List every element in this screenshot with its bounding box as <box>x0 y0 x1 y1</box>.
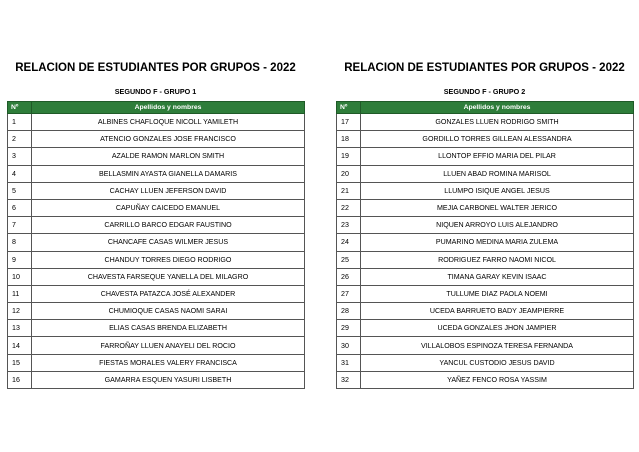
row-number: 30 <box>337 337 361 354</box>
table-row <box>337 320 634 337</box>
group-2-table <box>336 101 634 389</box>
row-number: 17 <box>337 114 361 131</box>
row-number: 11 <box>8 285 32 302</box>
table-row <box>337 234 634 251</box>
row-number: 2 <box>8 131 32 148</box>
table-row <box>8 114 305 131</box>
row-number: 24 <box>337 234 361 251</box>
row-number: 9 <box>8 251 32 268</box>
student-name: LLONTOP EFFIO MARIA DEL PILAR <box>361 148 634 165</box>
table-row <box>8 131 305 148</box>
row-number: 13 <box>8 320 32 337</box>
student-name: NIQUEN ARROYO LUIS ALEJANDRO <box>361 217 634 234</box>
student-name: AZALDE RAMON MARLON SMITH <box>32 148 305 165</box>
table-row <box>337 148 634 165</box>
student-name: CARRILLO BARCO EDGAR FAUSTINO <box>32 217 305 234</box>
table-row <box>337 114 634 131</box>
table-row <box>8 148 305 165</box>
header-name: Apellidos y nombres <box>32 102 305 114</box>
table-row <box>8 354 305 371</box>
student-name: TIMANA GARAY KEVIN ISAAC <box>361 268 634 285</box>
student-name: UCEDA GONZALES JHON JAMPIER <box>361 320 634 337</box>
student-name: GAMARRA ESQUEN YASURI LISBETH <box>32 371 305 388</box>
table-row <box>337 251 634 268</box>
student-name: RODRIGUEZ FARRO NAOMI NICOL <box>361 251 634 268</box>
student-name: MEJIA CARBONEL WALTER JERICO <box>361 199 634 216</box>
table-row <box>337 165 634 182</box>
table-row <box>337 182 634 199</box>
student-name: YAÑEZ FENCO ROSA YASSIM <box>361 371 634 388</box>
table-row <box>8 303 305 320</box>
table-row <box>337 131 634 148</box>
table-row <box>337 199 634 216</box>
row-number: 32 <box>337 371 361 388</box>
row-number: 14 <box>8 337 32 354</box>
row-number: 20 <box>337 165 361 182</box>
header-name: Apellidos y nombres <box>361 102 634 114</box>
table-row <box>337 337 634 354</box>
row-number: 6 <box>8 199 32 216</box>
student-name: ELIAS CASAS BRENDA ELIZABETH <box>32 320 305 337</box>
row-number: 8 <box>8 234 32 251</box>
row-number: 16 <box>8 371 32 388</box>
group-1-table <box>7 101 305 389</box>
table-row <box>8 217 305 234</box>
table-row <box>8 199 305 216</box>
table-row <box>8 371 305 388</box>
student-name: CACHAY LLUEN JEFERSON DAVID <box>32 182 305 199</box>
group-subtitle: SEGUNDO F - GRUPO 1 <box>114 87 197 96</box>
table-row <box>8 268 305 285</box>
row-number: 4 <box>8 165 32 182</box>
table-row <box>8 285 305 302</box>
student-name: ALBINES CHAFLOQUE NICOLL YAMILETH <box>32 114 305 131</box>
student-name: CHAVESTA PATAZCA JOSÉ ALEXANDER <box>32 285 305 302</box>
row-number: 23 <box>337 217 361 234</box>
row-number: 31 <box>337 354 361 371</box>
table-row <box>8 251 305 268</box>
student-name: CHANDUY TORRES DIEGO RODRIGO <box>32 251 305 268</box>
row-number: 7 <box>8 217 32 234</box>
table-row <box>8 234 305 251</box>
table-row <box>337 268 634 285</box>
table-row <box>8 182 305 199</box>
student-name: FARROÑAY LLUEN ANAYELI DEL ROCIO <box>32 337 305 354</box>
group-2-panel <box>336 60 633 389</box>
student-name: LLUEN ABAD ROMINA MARISOL <box>361 165 634 182</box>
page-title: RELACION DE ESTUDIANTES POR GRUPOS - 2022 <box>344 62 625 74</box>
table-row <box>337 354 634 371</box>
row-number: 12 <box>8 303 32 320</box>
row-number: 5 <box>8 182 32 199</box>
student-name: BELLASMIN AYASTA GIANELLA DAMARIS <box>32 165 305 182</box>
table-row <box>8 337 305 354</box>
row-number: 1 <box>8 114 32 131</box>
table-row <box>337 285 634 302</box>
table-row <box>337 217 634 234</box>
row-number: 3 <box>8 148 32 165</box>
row-number: 10 <box>8 268 32 285</box>
student-name: ATENCIO GONZALES JOSE FRANCISCO <box>32 131 305 148</box>
student-name: UCEDA BARRUETO BADY JEAMPIERRE <box>361 303 634 320</box>
student-name: VILLALOBOS ESPINOZA TERESA FERNANDA <box>361 337 634 354</box>
student-name: YANCUL CUSTODIO JESUS DAVID <box>361 354 634 371</box>
row-number: 18 <box>337 131 361 148</box>
row-number: 28 <box>337 303 361 320</box>
header-number: Nº <box>8 102 32 114</box>
row-number: 19 <box>337 148 361 165</box>
student-name: GORDILLO TORRES GILLEAN ALESSANDRA <box>361 131 634 148</box>
header-number: Nº <box>337 102 361 114</box>
student-name: FIESTAS MORALES VALERY FRANCISCA <box>32 354 305 371</box>
student-name: CAPUÑAY CAICEDO EMANUEL <box>32 199 305 216</box>
table-header-row <box>8 102 305 114</box>
student-name: GONZALES LLUEN RODRIGO SMITH <box>361 114 634 131</box>
group-1-panel <box>7 60 304 389</box>
row-number: 25 <box>337 251 361 268</box>
table-row <box>337 303 634 320</box>
page-title: RELACION DE ESTUDIANTES POR GRUPOS - 2022 <box>15 62 296 74</box>
row-number: 26 <box>337 268 361 285</box>
student-name: CHUMIOQUE CASAS NAOMI SARAI <box>32 303 305 320</box>
table-row <box>8 320 305 337</box>
row-number: 22 <box>337 199 361 216</box>
student-name: CHAVESTA FARSEQUE YANELLA DEL MILAGRO <box>32 268 305 285</box>
row-number: 29 <box>337 320 361 337</box>
row-number: 21 <box>337 182 361 199</box>
row-number: 27 <box>337 285 361 302</box>
group-subtitle: SEGUNDO F - GRUPO 2 <box>443 87 526 96</box>
student-name: LLUMPO ISIQUE ANGEL JESUS <box>361 182 634 199</box>
row-number: 15 <box>8 354 32 371</box>
table-row <box>337 371 634 388</box>
student-name: CHANCAFE CASAS WILMER JESUS <box>32 234 305 251</box>
student-name: TULLUME DIAZ PAOLA NOEMI <box>361 285 634 302</box>
student-name: PUMARINO MEDINA MARIA ZULEMA <box>361 234 634 251</box>
table-header-row <box>337 102 634 114</box>
table-row <box>8 165 305 182</box>
